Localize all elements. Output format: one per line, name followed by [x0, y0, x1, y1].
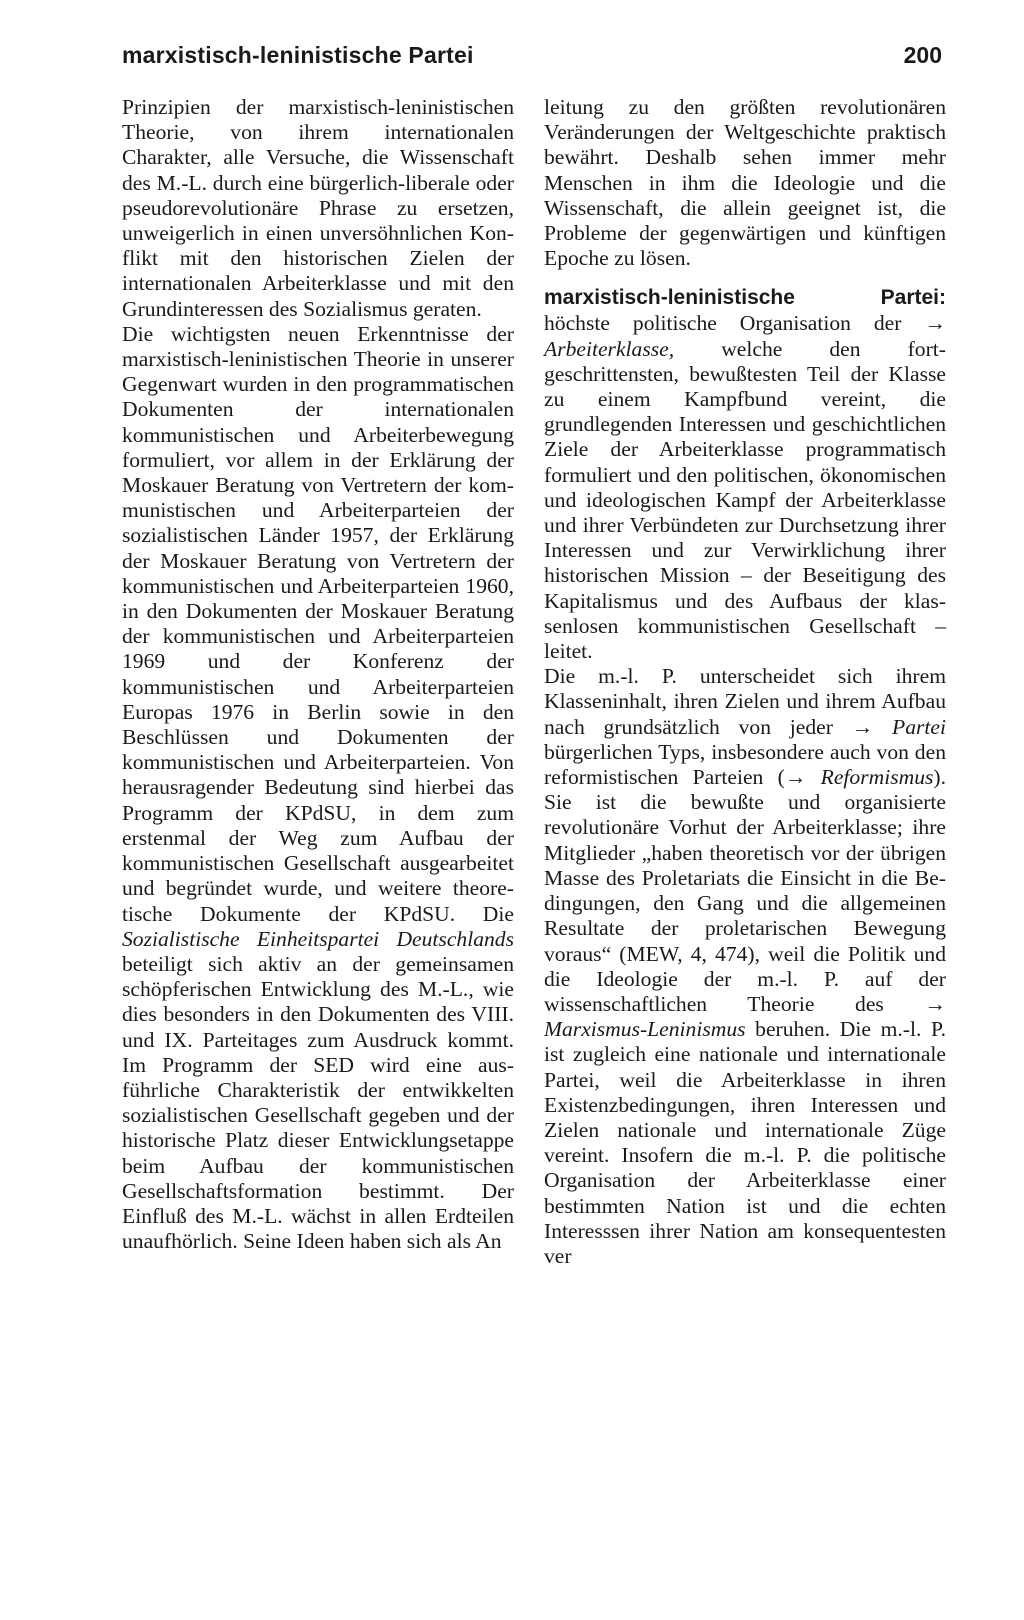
lemma-word: Partei:: [880, 286, 946, 310]
left-column: [122, 95, 514, 1254]
text-run: Die wichtigsten neuen Erkenntnisse der marxistisch-leninistischen Theorie in unserer Gegenwart wurden in den programmatischen Dokumenten der internationalen kommunistischen und Arbeiterbewegung formuliert, vor allem in der Erklärung der Moskauer Beratung von Vertretern der kommunistischen und Arbeiterparteien der sozialistischen Länder 1957, der Erklärung der Moskauer Beratung von Vertretern der kommunistischen und Arbeiterparteien 1960, in den Dokumenten der Moskauer Beratung der kommunistischen und Arbeiterparteien 1969 und der Konferenz der kommunistischen und Arbeiterparteien Europas 1976 in Berlin sowie in den Beschlüssen und Dokumenten der kommunistischen und Arbeiterparteien. Von herausragender Bedeutung sind hierbei das Programm der KPdSU, in dem zum erstenmal der Weg zum Aufbau der kommunistischen Gesellschaft ausgearbeitet und begründet wurde, und weitere theoretische Dokumente der KPdSU. Die: [122, 321, 514, 926]
cross-reference-arrow-icon: →: [784, 765, 807, 790]
paragraph: [122, 322, 514, 1255]
text-run: höchste politische Organisation der: [544, 311, 925, 336]
paragraph: [544, 664, 946, 1269]
text-run: bürgerlichen Typs, insbesondere auch von den reformistischen Parteien (: [544, 739, 946, 790]
section-gap: [544, 271, 946, 284]
cross-reference-link[interactable]: Arbeiterklasse,: [544, 336, 675, 361]
cross-reference-link[interactable]: Marxismus-Leninismus: [544, 1017, 746, 1042]
cross-reference-arrow-icon: →: [851, 714, 874, 739]
text-run: welche den fortgeschrittensten, bewußtesten Teil der Klasse zu einem Kampfbund vereint, die grundlegenden Interessen und geschichtlichen Ziele der Arbeiterklasse programmatisch formuliert und den politischen, ökonomischen und ideologischen Kampf der Arbeiterklasse und ihrer Verbündeten zur Durchsetzung ihrer Interessen und zur Verwirklichung ihrer historischen Mission – der Beseitigung des Kapitalismus und des Aufbaus der klassenlosen kommunistischen Gesellschaft – leitet.: [544, 336, 946, 664]
cross-reference-link[interactable]: Reformismus: [820, 765, 934, 790]
cross-reference-arrow-icon: →: [924, 311, 946, 336]
right-column: [544, 95, 946, 1269]
definition-paragraph: [544, 311, 946, 664]
cross-reference-link[interactable]: Partei: [892, 714, 947, 739]
running-title: marxistisch-leninistische Partei: [122, 42, 474, 68]
paragraph: leitung zu den größten revolutionären Veränderungen der Weltgeschichte praktisch bewährt. Deshalb sehen immer mehr Menschen in ihm die Ideologie und die Wissenschaft, die allein geeignet ist, die Probleme der gegenwärtigen und künftigen Epoche zu lösen.: [544, 95, 946, 271]
text-run: beteiligt sich aktiv an der gemeinsamen schöpferischen Entwicklung des M.-L., wie dies besonders in den Dokumenten des VIII. und IX. Parteitages zum Ausdruck kommt. Im Programm der SED wird eine ausführliche Charakteristik der entwikkelten sozialistischen Gesellschaft gegeben und der historische Platz dieser Entwicklungsetappe beim Aufbau der kommunistischen Gesellschaftsformation bestimmt. Der Einfluß des M.-L. wächst in allen Erdteilen unaufhörlich. Seine Ideen haben sich als An: [122, 951, 514, 1254]
paragraph: Prinzipien der marxistisch-leninistischen Theorie, von ihrem internationalen Charakter, alle Versuche, die Wissenschaft des M.-L. durch eine bürgerlich-liberale oder pseudorevolutionäre Phrase zu ersetzen, unweigerlich in einen unversöhnlichen Konflikt mit den historischen Zielen der internationalen Arbeiterklasse und mit den Grundinteressen des Sozialismus geraten.: [122, 95, 514, 321]
text-run: Die m.-l. P. unterscheidet sich ihrem Klasseninhalt, ihren Zielen und ihrem Aufbau nach grundsätzlich von jeder: [544, 664, 946, 739]
lemma-word: marxistisch-leninistische: [544, 286, 795, 310]
text-run: ). Sie ist die bewußte und organisierte revolutionäre Vorhut der Arbeiterklasse; ihre Mitglieder „haben theoretisch vor der übrigen Masse des Proletariats die Einsicht in die Bedingungen, den Gang und die allgemeinen Resultate der proletarischen Bewegung voraus“ (MEW, 4, 474), weil die Politik und die Ideologie der m.-l. P. auf der wissenschaftlichen Theorie des: [544, 765, 946, 1016]
entry-lemma: [544, 284, 946, 311]
italic-term: Sozialistische Einheitspartei Deutschlands: [122, 926, 514, 951]
cross-reference-arrow-icon: →: [924, 991, 946, 1016]
text-run: beruhen. Die m.-l. P. ist zugleich eine nationale und internationale Partei, weil die Arbeiterklasse in ihren Existenzbedingungen, ihren Interessen und Zielen nationale und internationale Züge vereint. Insofern die m.-l. P. die politische Organisation der Arbeiterklasse einer bestimmten Nation ist und die echten Interesssen ihrer Nation am konsequentesten ver: [544, 1017, 946, 1268]
page-number: 200: [903, 42, 942, 68]
